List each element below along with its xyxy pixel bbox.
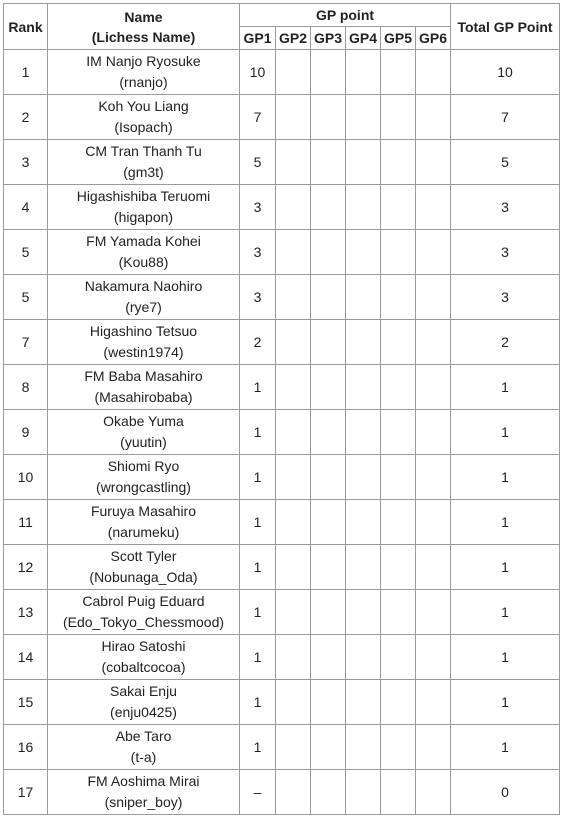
player-name: Scott Tyler [110,548,177,564]
gp1-cell: 1 [240,725,276,770]
table-row [4,770,560,815]
table-row [4,680,560,725]
gp3-cell [311,185,346,230]
gp1-cell: 1 [240,680,276,725]
player-name: Hirao Satoshi [101,638,186,654]
gp6-cell [416,410,451,455]
lichess-name: (rye7) [125,299,162,315]
lichess-name: (enju0425) [110,704,177,720]
gp2-cell [276,635,311,680]
gp4-cell [346,635,381,680]
gp-standings-table [3,3,560,815]
gp5-cell [381,320,416,365]
gp1-cell: 3 [240,185,276,230]
gp5-cell [381,50,416,95]
table-row [4,50,560,95]
gp4-cell [346,680,381,725]
table-row [4,230,560,275]
total-cell: 1 [451,635,560,680]
rank-cell: 15 [4,680,48,725]
gp6-cell [416,365,451,410]
table-row [4,545,560,590]
rank-cell: 14 [4,635,48,680]
gp-point-header: GP point [240,4,451,27]
name-cell [48,275,240,320]
player-name: Higashishiba Teruomi [76,188,211,204]
name-cell [48,185,240,230]
rank-cell: 17 [4,770,48,815]
player-name: Koh You Liang [98,98,189,114]
total-cell: 1 [451,365,560,410]
gp5-cell [381,680,416,725]
gp6-cell [416,500,451,545]
player-name: CM Tran Thanh Tu [85,143,202,159]
gp3-cell [311,365,346,410]
gp2-cell [276,140,311,185]
gp5-cell [381,770,416,815]
rank-cell: 12 [4,545,48,590]
gp4-cell [346,590,381,635]
gp1-cell: 3 [240,275,276,320]
gp1-cell: 1 [240,590,276,635]
gp6-cell [416,725,451,770]
player-name: FM Yamada Kohei [86,233,201,249]
total-header: Total GP Point [451,4,560,50]
gp1-cell: 3 [240,230,276,275]
gp3-cell [311,725,346,770]
rank-cell: 7 [4,320,48,365]
total-cell: 2 [451,320,560,365]
name-cell [48,410,240,455]
gp2-cell [276,50,311,95]
gp2-cell [276,230,311,275]
gp6-cell [416,455,451,500]
rank-cell: 1 [4,50,48,95]
total-cell: 1 [451,725,560,770]
gp5-cell [381,230,416,275]
gp6-cell [416,320,451,365]
name-cell [48,545,240,590]
gp5-cell [381,140,416,185]
table-row [4,185,560,230]
gp5-cell [381,365,416,410]
player-name: Cabrol Puig Eduard [82,593,205,609]
lichess-name: (westin1974) [103,344,184,360]
lichess-name: (Masahirobaba) [94,389,193,405]
table-row [4,275,560,320]
gp4-cell [346,230,381,275]
gp5-cell [381,185,416,230]
name-cell [48,725,240,770]
gp6-cell [416,140,451,185]
total-cell: 3 [451,185,560,230]
gp4-cell [346,725,381,770]
gp3-cell [311,410,346,455]
rank-cell: 13 [4,590,48,635]
name-cell [48,320,240,365]
name-header-line2: (Lichess Name) [91,28,196,45]
gp1-cell: 1 [240,410,276,455]
gp3-cell [311,500,346,545]
lichess-name: (Kou88) [118,254,169,270]
gp3-cell [311,230,346,275]
gp3-cell [311,275,346,320]
gp5-cell [381,725,416,770]
gp1-cell: 10 [240,50,276,95]
gp4-cell [346,410,381,455]
gp2-cell [276,455,311,500]
player-name: Sakai Enju [110,683,177,699]
gp4-cell [346,50,381,95]
name-header-line1: Name [124,8,163,25]
rank-cell: 9 [4,410,48,455]
gp6-cell [416,770,451,815]
total-cell: 1 [451,590,560,635]
gp4-cell [346,500,381,545]
gp4-cell [346,140,381,185]
lichess-name: (wrongcastling) [96,479,191,495]
gp1-cell: 1 [240,455,276,500]
table-row [4,635,560,680]
total-cell: 3 [451,275,560,320]
gp5-cell [381,455,416,500]
gp2-cell [276,680,311,725]
gp2-cell [276,410,311,455]
gp6-cell [416,185,451,230]
table-header [4,4,560,50]
gp3-cell [311,320,346,365]
name-cell [48,95,240,140]
gp2-cell [276,275,311,320]
rank-cell: 5 [4,230,48,275]
table-row [4,455,560,500]
player-name: Abe Taro [115,728,172,744]
name-cell [48,365,240,410]
gp5-cell [381,410,416,455]
gp6-cell [416,275,451,320]
table-row [4,320,560,365]
gp3-cell [311,545,346,590]
gp6-header: GP6 [416,27,451,50]
total-cell: 1 [451,545,560,590]
total-cell: 1 [451,500,560,545]
rank-header: Rank [4,4,48,50]
rank-cell: 2 [4,95,48,140]
lichess-name: (cobaltcocoa) [101,659,186,675]
gp5-cell [381,95,416,140]
lichess-name: (Nobunaga_Oda) [89,569,198,585]
total-cell: 1 [451,410,560,455]
gp4-cell [346,275,381,320]
gp3-cell [311,140,346,185]
gp2-cell [276,725,311,770]
gp4-cell [346,545,381,590]
gp3-cell [311,95,346,140]
gp2-cell [276,500,311,545]
rank-cell: 3 [4,140,48,185]
gp2-cell [276,320,311,365]
player-name: Nakamura Naohiro [84,278,203,294]
gp2-cell [276,545,311,590]
gp3-cell [311,590,346,635]
total-cell: 5 [451,140,560,185]
gp3-header: GP3 [311,27,346,50]
rank-cell: 8 [4,365,48,410]
gp1-cell: 1 [240,365,276,410]
gp2-cell [276,770,311,815]
lichess-name: (gm3t) [123,164,164,180]
gp6-cell [416,635,451,680]
player-name: Higashino Tetsuo [89,323,198,339]
lichess-name: (narumeku) [107,524,180,540]
gp5-cell [381,545,416,590]
rank-cell: 4 [4,185,48,230]
gp5-cell [381,275,416,320]
rank-cell: 11 [4,500,48,545]
gp1-cell: – [240,770,276,815]
lichess-name: (Isopach) [114,119,173,135]
gp2-cell [276,95,311,140]
lichess-name: (t-a) [130,749,157,765]
gp5-header: GP5 [381,27,416,50]
gp2-header: GP2 [276,27,311,50]
table-row [4,140,560,185]
gp4-cell [346,770,381,815]
gp1-cell: 7 [240,95,276,140]
lichess-name: (rnanjo) [119,74,168,90]
gp6-cell [416,95,451,140]
name-header [48,4,240,50]
lichess-name: (yuutin) [120,434,167,450]
gp4-header: GP4 [346,27,381,50]
name-cell [48,230,240,275]
total-cell: 0 [451,770,560,815]
gp1-cell: 1 [240,545,276,590]
gp2-cell [276,590,311,635]
gp5-cell [381,590,416,635]
name-cell [48,50,240,95]
gp1-cell: 5 [240,140,276,185]
name-cell [48,635,240,680]
table-row [4,500,560,545]
player-name: Shiomi Ryo [107,458,180,474]
gp4-cell [346,185,381,230]
gp6-cell [416,545,451,590]
gp6-cell [416,230,451,275]
lichess-name: (Edo_Tokyo_Chessmood) [62,614,225,630]
player-name: FM Baba Masahiro [84,368,203,384]
gp1-cell: 2 [240,320,276,365]
player-name: FM Aoshima Mirai [87,773,200,789]
gp3-cell [311,50,346,95]
gp6-cell [416,50,451,95]
total-cell: 3 [451,230,560,275]
lichess-name: (higapon) [113,209,174,225]
gp3-cell [311,770,346,815]
rank-cell: 16 [4,725,48,770]
gp4-cell [346,455,381,500]
lichess-name: (sniper_boy) [104,794,183,810]
gp3-cell [311,635,346,680]
gp1-cell: 1 [240,500,276,545]
rank-cell: 10 [4,455,48,500]
table-row [4,590,560,635]
table-row [4,95,560,140]
gp5-cell [381,635,416,680]
name-cell [48,770,240,815]
gp3-cell [311,455,346,500]
table-body [4,50,560,815]
gp6-cell [416,680,451,725]
gp5-cell [381,500,416,545]
total-cell: 1 [451,455,560,500]
gp1-cell: 1 [240,635,276,680]
total-cell: 7 [451,95,560,140]
gp1-header: GP1 [240,27,276,50]
rank-cell: 5 [4,275,48,320]
table-row [4,365,560,410]
gp6-cell [416,590,451,635]
name-cell [48,455,240,500]
total-cell: 1 [451,680,560,725]
gp4-cell [346,320,381,365]
gp4-cell [346,365,381,410]
player-name: Furuya Masahiro [90,503,197,519]
total-cell: 10 [451,50,560,95]
table-row [4,725,560,770]
name-cell [48,680,240,725]
table-row [4,410,560,455]
player-name: Okabe Yuma [103,413,184,429]
name-cell [48,140,240,185]
name-cell [48,590,240,635]
gp4-cell [346,95,381,140]
gp3-cell [311,680,346,725]
gp2-cell [276,365,311,410]
player-name: IM Nanjo Ryosuke [86,53,201,69]
gp2-cell [276,185,311,230]
name-cell [48,500,240,545]
